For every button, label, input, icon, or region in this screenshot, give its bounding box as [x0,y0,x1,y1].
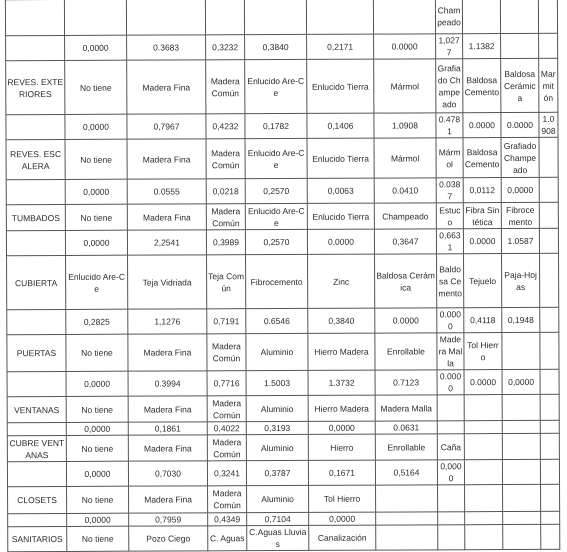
table-row [7,369,559,396]
table-cell [465,485,503,512]
table-cell: Madera Común [206,204,245,230]
table-cell: 1.0587 [501,228,539,253]
table-cell: Aluminio [247,485,309,512]
table-row [8,524,560,551]
table-cell: 0,0000 [309,512,376,525]
table-cell [464,421,502,434]
table-cell: 0,3989 [206,230,245,255]
table-cell: Enrollable [375,333,437,370]
table-cell [376,525,438,550]
table-cell [465,525,503,550]
table-cell: 0,3840 [308,308,375,333]
table-cell: 0,1782 [245,113,307,138]
table-cell [540,332,559,369]
table-cell: 1.1382 [463,34,501,59]
table-cell: Hierro Madera [308,395,375,421]
table-cell [501,33,539,58]
table-cell: 0,7716 [207,371,246,396]
table-cell: 0,1948 [502,307,540,332]
table-cell: 0,7191 [207,309,246,334]
table-cell: Fibra Sintética [463,203,501,229]
table-row [7,332,559,371]
table-cell: Enlucido Are-Ce [66,255,128,309]
table-cell: 0.0000 [464,370,502,395]
table-cell: Madera Fina [127,60,206,114]
table-cell: Baldosa Cemento [437,254,464,308]
row-label-cell: CUBRE VENTANAS [7,435,66,461]
table-cell: 0,0000 [65,35,127,60]
table-cell [464,395,502,421]
table-row [6,33,558,60]
row-label-cell: TUMBADOS [6,204,65,230]
table-cell [539,177,558,202]
table-cell: 0,2570 [245,229,307,254]
table-cell: C. Aguas [208,526,247,551]
table-cell: 1,1276 [128,309,207,334]
table-cell: 1.3732 [308,370,375,395]
table-row [5,0,557,36]
table-cell: 0,0000 [66,422,128,435]
table-cell: 0,0000 [65,114,127,139]
table-cell: Enlucido Are-Ce [245,138,307,178]
table-cell: Fibrocemento [501,202,539,228]
table-cell: 0,1406 [307,113,374,138]
row-label-cell [6,230,65,255]
table-cell: 0,0000 [66,371,128,396]
table-cell: Paja-Hojas [502,253,540,307]
table-cell: 0,7030 [128,461,207,486]
table-cell: 0.0555 [127,179,206,204]
table-cell: Grafiado Champeado [436,59,463,113]
table-cell: 0,0000 [308,421,375,434]
table-cell: 0,4022 [207,422,246,435]
table-cell: 0,4232 [206,114,245,139]
table-cell [126,0,205,35]
table-cell: 0,0000 [307,229,374,254]
table-row [7,307,559,334]
table-cell [464,434,502,460]
table-row [7,459,559,486]
table-cell: Teja Vidriada [128,255,207,309]
table-cell: 0.6546 [246,308,308,333]
row-label-cell: CUBIERTA [7,255,66,309]
table-cell: Tol Hierro [464,333,502,370]
table-cell: Mármol [436,138,463,178]
table-cell: Caña [437,434,464,460]
table-cell: Madera Fina [128,396,207,422]
table-cell: No tiene [65,204,127,230]
table-cell: No tiene [66,396,128,422]
table-cell: 0.7123 [375,370,437,395]
table-cell: No tiene [67,526,129,551]
table-cell: Mármol [374,59,436,113]
table-cell: 0,1671 [308,460,375,485]
table-cell: 0.0000 [463,113,501,138]
table-cell: Aluminio [246,333,308,370]
table-cell [205,0,244,35]
table-cell: Champeado [374,203,436,229]
table-cell: Madera Fina [128,334,207,371]
table-cell: 0,3840 [245,34,307,59]
row-label-cell [6,114,65,139]
table-cell: Madera Común [208,486,247,513]
table-cell [540,459,559,484]
row-label-cell: REVES. EXTERIORES [6,60,65,114]
table-cell: Aluminio [246,434,308,460]
table-cell [462,0,500,34]
table-cell: 0,7959 [129,513,208,526]
table-cell: 0,7104 [247,512,309,525]
table-cell [540,433,559,459]
row-label-cell [7,309,66,334]
table-cell [438,485,465,512]
table-cell [503,524,541,549]
table-cell [376,485,438,512]
table-cell: Aluminio [246,395,308,421]
table-cell [540,307,559,332]
table-cell: Tol Hierro [309,485,376,512]
table-cell: 0,0063 [307,178,374,203]
table-cell: 0.0410 [374,178,436,203]
table-cell [540,420,559,433]
table-cell: Madera Común [206,139,245,179]
table-cell: Canalización [309,525,376,550]
table-cell: Madera Fina [129,486,208,513]
table-cell [500,0,538,34]
table-cell: Pozo Ciego [129,526,208,551]
table-cell: No tiene [65,60,127,114]
table-cell [538,0,557,33]
table-cell: Enlucido Tierra [307,138,374,178]
table-cell [540,369,559,394]
table-cell [502,420,540,433]
table-cell: 1,0277 [436,34,463,59]
row-label-cell [7,461,66,486]
row-label-cell [7,371,66,396]
table-cell [541,511,560,524]
table-cell: 0,4118 [464,308,502,333]
table-cell [465,512,503,525]
table-cell [64,0,126,35]
table-row [6,228,558,255]
table-cell [541,484,560,511]
table-cell [503,511,541,524]
table-cell: Fibrocemento [246,254,308,308]
table-cell: 0.0387 [436,178,463,203]
table-cell: No tiene [66,435,128,461]
table-cell: Madera Malla [375,395,437,421]
table-cell: Madera Fina [127,204,206,230]
table-cell [437,395,464,421]
table-cell: Baldosa Cerámica [501,58,539,112]
table-cell: 0.0000 [463,229,501,254]
table-cell: 0,2570 [245,178,307,203]
table-row [7,394,559,422]
scanned-table-page [5,0,559,550]
table-cell: Madera Fina [128,435,207,461]
table-cell: 0,0000 [65,179,127,204]
table-cell [438,512,465,525]
row-label-cell [7,422,66,435]
table-cell: 0,0000 [66,461,128,486]
table-cell: 1,0908 [374,113,436,138]
table-cell [502,394,540,420]
table-cell [502,459,540,484]
table-cell: No tiene [66,334,128,371]
table-cell: Enlucido Tierra [307,203,374,229]
row-label-cell: SANITARIOS [8,526,67,551]
table-cell: Enrollable [375,434,437,460]
row-label-cell [6,35,65,60]
row-label-cell: PUERTAS [7,334,66,371]
table-cell: 2,2541 [127,230,206,255]
table-cell: Champeado [435,0,462,34]
table-cell: 0,2825 [66,309,128,334]
table-cell: 0,0000 [65,230,127,255]
table-cell: 1.5003 [246,370,308,395]
table-cell [502,332,540,369]
table-cell: 0,0000 [437,460,464,485]
row-label-cell: CLOSETS [8,486,67,513]
table-row [6,137,558,179]
table-cell [541,524,560,549]
table-cell: Enlucido Are-Ce [245,203,307,229]
table-cell: 0,7967 [127,114,206,139]
table-cell: Tejuelo [464,254,502,308]
table-cell: Madera Malla [438,334,463,369]
table-cell [437,421,464,434]
table-cell: Madera Fina [127,139,206,179]
table-cell: C.Aguas Lluvias [247,525,309,550]
table-row [6,58,558,114]
table-cell: 1.0908 [539,112,558,137]
table-cell [373,0,435,34]
table-cell: 0,4349 [208,513,247,526]
table-cell: Madera Común [207,334,246,371]
table-cell: 0,3193 [246,421,308,434]
table-cell [539,33,558,58]
table-cell [539,228,558,253]
table-cell: Madera Común [207,435,246,461]
table-cell: Mármol [374,138,436,178]
table-cell: Baldosa Cerámica [375,254,437,308]
table-row [6,177,558,204]
table-cell: 0.4781 [436,113,463,138]
table-cell: 0,3647 [374,229,436,254]
table-cell: Hierro [308,434,375,460]
table-row [6,202,558,230]
table-cell [306,0,373,34]
table-cell: 0,3232 [206,35,245,60]
table-cell: 0.0000 [375,308,437,333]
table-cell: 0.0000 [501,112,539,137]
table-cell: 0.0631 [375,421,437,434]
table-cell: 0,0000 [502,369,540,394]
table-cell [503,484,541,511]
table-cell: 0,0000 [501,177,539,202]
table-cell: Grafiado Champeado [501,137,539,177]
table-row [8,484,560,513]
row-label-cell: REVES. ESCALERA [6,139,65,179]
table-cell: 0,1861 [128,422,207,435]
table-cell: 0,0000 [67,513,129,526]
table-cell: Hierro Madera [308,333,375,370]
table-row [6,112,558,139]
table-row [7,253,559,309]
table-cell [438,525,465,550]
table-cell: 0.3683 [127,35,206,60]
table-cell: Madera Común [206,60,245,114]
table-cell: Baldosa Cemento [463,59,501,113]
row-label-cell [6,179,65,204]
table-cell: Madera Común [207,396,246,422]
table-cell: 0,5164 [375,460,437,485]
table-cell: 0,2171 [307,34,374,59]
table-cell: Zinc [308,254,375,308]
table-cell: 0.0000 [374,34,436,59]
table-cell [464,460,502,485]
table-cell: 0,3787 [246,460,308,485]
table-row [7,433,559,461]
table-cell: No tiene [65,139,127,179]
table-cell: Enlucido Tierra [307,59,374,113]
row-label-cell [5,0,64,36]
table-cell: 0,6631 [436,229,463,254]
table-cell: 0.0000 [437,308,464,333]
table-cell: 0,0112 [463,178,501,203]
table-cell [539,137,558,177]
row-label-cell [8,513,67,526]
table-cell: 0.3994 [128,371,207,396]
table-cell: Teja Común [207,255,246,309]
table-cell [540,253,559,307]
table-cell [540,394,559,420]
table-cell [539,202,558,228]
table-cell: 0.0000 [437,370,464,395]
row-label-cell: VENTANAS [7,396,66,422]
table-cell [502,433,540,459]
table-cell: Enlucido Are-Ce [245,59,307,113]
table-cell: Baldosa Cemento [463,138,501,178]
materials-coefficient-table [5,0,560,552]
table-cell: No tiene [67,486,129,513]
table-cell: 0,0218 [206,179,245,204]
table-cell: Marmitón [539,58,558,112]
table-cell: 0,3241 [207,461,246,486]
table-cell [244,0,306,35]
table-cell: Estuco [436,203,463,229]
table-cell [376,512,438,525]
